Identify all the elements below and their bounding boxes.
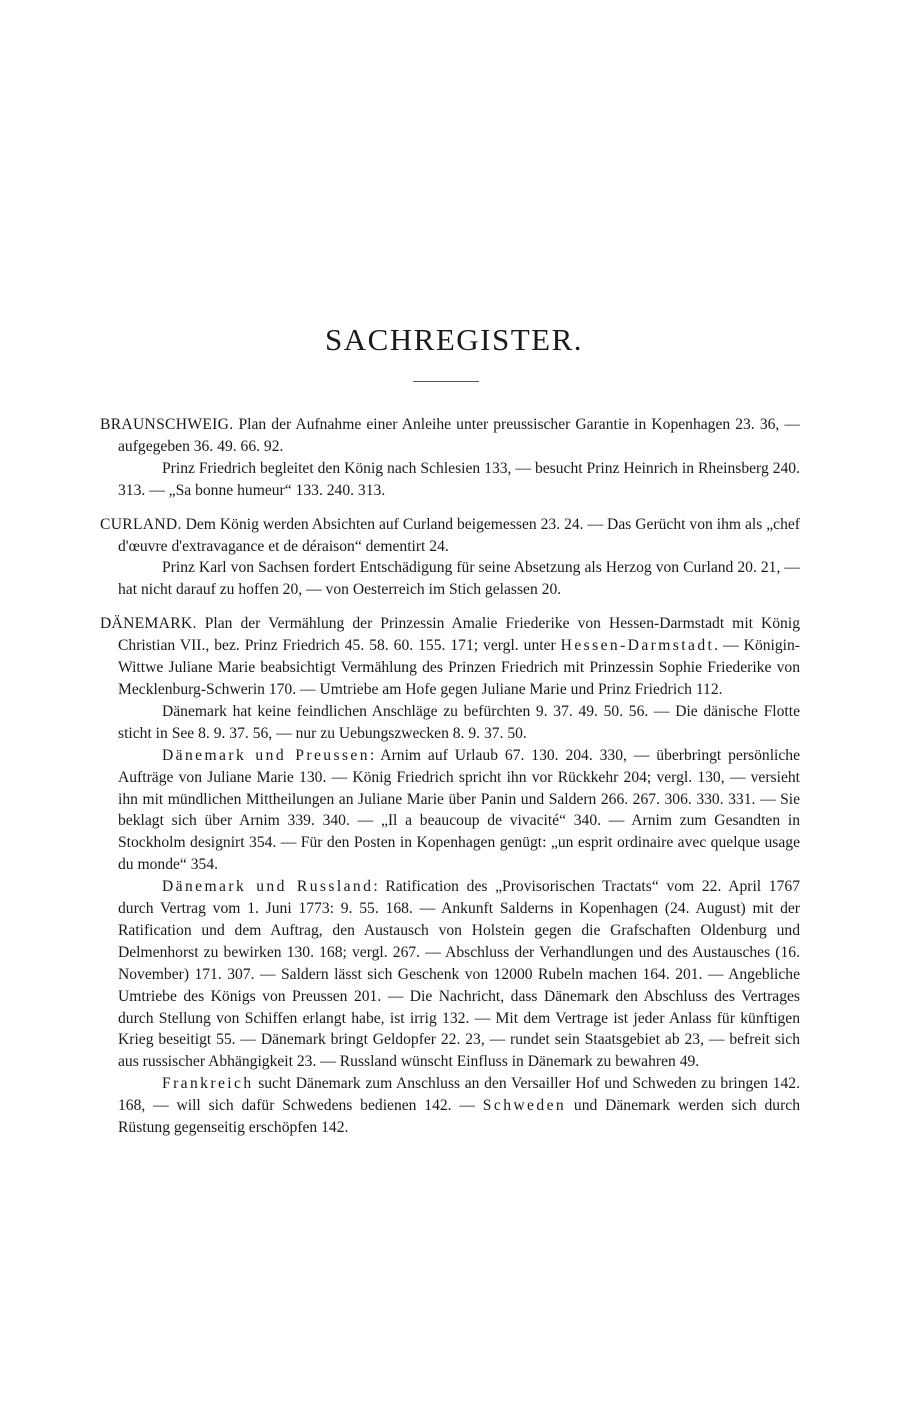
subheading: Schweden: [482, 1097, 567, 1115]
entry-paragraph: [100, 414, 800, 458]
entry-text: sucht Dänemark zum Anschluss an den Versailler Hof und Schweden zu bringen 142. 168, — will sich dafür Schwedens bedienen 142. —: [118, 1075, 800, 1115]
entry-text: : Arnim auf Urlaub 67. 130. 204. 330, — überbringt persönliche Aufträge von Juliane Marie 130. — König Friedrich spricht ihn vor Rückkehr 204; vergl. 130, — versieht ihn mit mündlichen Mittheilungen an Juliane Marie über Panin und Saldern 266. 267. 306. 330. 331. — Sie beklagt sich über Arnim 339. 340. — „Il a beaucoup de vivacité“ 340. — Arnim zum Gesandten in Stockholm designirt 354. — Für den Posten in Kopenhagen genügt: „un esprit ordinaire avec quelque usage du monde“ 354.: [118, 746, 801, 874]
entry-daenemark: [100, 613, 800, 1139]
entry-paragraph: Prinz Friedrich begleitet den König nach Schlesien 133, — besucht Prinz Heinrich in Rheinsberg 240. 313. — „Sa bonne humeur“ 133. 240. 313.: [118, 459, 800, 499]
entry-paragraph: Prinz Karl von Sachsen fordert Entschädigung für seine Absetzung als Herzog von Curland 20. 21, — hat nicht darauf zu hoffen 20, — von Oesterreich im Stich gelassen 20.: [118, 559, 800, 599]
page-title: SACHREGISTER.: [324, 322, 584, 357]
index-body: [100, 414, 800, 1151]
entry-text: und Dänemark werden sich durch Rüstung gegenseitig erschöpfen 142.: [118, 1097, 800, 1137]
subheading: Frankreich: [162, 1075, 254, 1093]
entry-text: : Ratification des „Provisorischen Tractats“ vom 22. April 1767 durch Vertrag vom 1. Juni 1773: 9. 55. 168. — Ankunft Salderns in Kopenhagen (24. August) mit der Ratification und dem Auftrag, den Austausch von Holstein gegen die Grafschaften Oldenburg und Delmenhorst zu bewirken 130. 168; vergl. 267. — Abschluss der Verhandlungen und des Austausches (16. November) 171. 307. — Saldern lässt sich Geschenk von 12000 Rubeln machen 164. 201. — Angebliche Umtriebe des Königs von Preussen 201. — Die Nachricht, dass Dänemark den Abschluss des Vertrages durch Stellung von Schiffen erlangt habe, ist irrig 132. — Mit dem Vertrage ist jeder Anlass für künftigen Krieg beseitigt 55. — Dänemark bringt Geldopfer 22. 23, — rundet sein Staatsgebiet ab 23, — befreit sich aus russischer Abhängigkeit 23. — Russland wünscht Einfluss in Dänemark zu bewahren 49.: [118, 878, 800, 1071]
title-rule: [413, 381, 479, 382]
entry-paragraph: [100, 514, 800, 558]
entry-paragraph: [100, 876, 800, 1073]
entry-keyword: BRAUNSCHWEIG.: [100, 416, 234, 433]
entry-paragraph: [100, 613, 800, 701]
entry-text: . — Königin-Wittwe Juliane Marie beabsichtigt Vermählung des Prinzen Friedrich mit Prinzessin Sophie Friederike von Mecklenburg-Schwerin 170. — Umtriebe am Hofe gegen Juliane Marie und Prinz Friedrich 112.: [118, 637, 800, 698]
entry-text: Plan der Aufnahme einer Anleihe unter preussischer Garantie in Kopenhagen 23. 36, — aufgegeben 36. 49. 66. 92.: [118, 416, 800, 455]
entry-keyword: DÄNEMARK.: [100, 615, 197, 633]
cross-reference: Hessen-Darmstadt: [560, 637, 715, 655]
entry-text: Plan der Vermählung der Prinzessin Amalie Friederike von Hessen-Darmstadt mit König Christian VII., bez. Prinz Friedrich 45. 58. 60. 155. 171; vergl. unter: [118, 615, 800, 655]
entry-paragraph: [100, 745, 800, 876]
entry-text: Dem König werden Absichten auf Curland beigemessen 23. 24. — Das Gerücht von ihm als „chef d'œuvre d'extravagance et de déraison“ dementirt 24.: [118, 515, 800, 555]
subheading: Dänemark und Preussen: [162, 746, 370, 764]
subheading: Dänemark und Russland: [162, 878, 374, 896]
entry-paragraph: [100, 1073, 800, 1139]
entry-paragraph: Dänemark hat keine feindlichen Anschläge zu befürchten 9. 37. 49. 50. 56. — Die dänische Flotte sticht in See 8. 9. 37. 56, — nur zu Uebungszwecken 8. 9. 37. 50.: [118, 702, 800, 742]
entry-keyword: CURLAND.: [100, 515, 182, 533]
entry-braunschweig: [100, 414, 800, 502]
entry-curland: [100, 514, 800, 602]
